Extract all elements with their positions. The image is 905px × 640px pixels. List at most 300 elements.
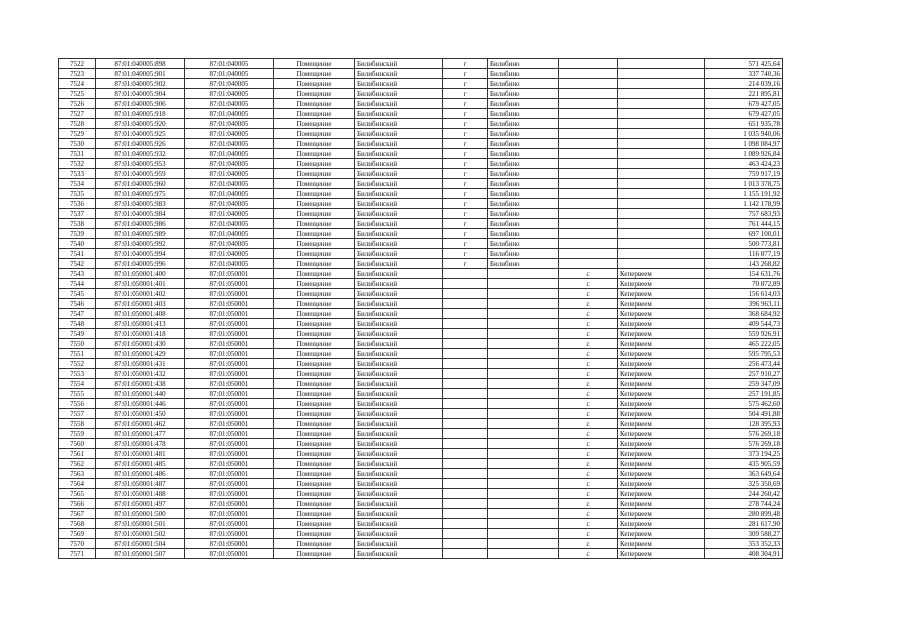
- cadastral-value-cell: 1 142 178,99: [705, 199, 783, 209]
- locality-type-cell: с: [559, 379, 618, 389]
- cadastral-block-cell: 87:01:040005: [185, 209, 274, 219]
- district-cell: Билибинский: [355, 439, 443, 449]
- table-row: [59, 269, 783, 279]
- row-number-cell: 7571: [59, 549, 96, 559]
- cadastral-number-cell: 87:01:050001:440: [96, 389, 185, 399]
- locality-type-cell: с: [559, 349, 618, 359]
- locality-name-cell: [618, 59, 705, 69]
- object-type-cell: Помещение: [274, 469, 355, 479]
- table-row: [59, 69, 783, 79]
- settlement-type-cell: г: [443, 149, 488, 159]
- table-row: [59, 449, 783, 459]
- row-number-cell: 7566: [59, 499, 96, 509]
- locality-type-cell: с: [559, 509, 618, 519]
- cadastral-block-cell: 87:01:050001: [185, 349, 274, 359]
- locality-name-cell: [618, 119, 705, 129]
- settlement-name-cell: [488, 419, 559, 429]
- locality-type-cell: с: [559, 329, 618, 339]
- table-row: [59, 239, 783, 249]
- locality-type-cell: с: [559, 279, 618, 289]
- cadastral-number-cell: 87:01:040005:983: [96, 199, 185, 209]
- cadastral-value-cell: 1 155 191,92: [705, 189, 783, 199]
- table-row: [59, 479, 783, 489]
- table-row: [59, 349, 783, 359]
- object-type-cell: Помещение: [274, 489, 355, 499]
- locality-type-cell: с: [559, 309, 618, 319]
- settlement-type-cell: [443, 279, 488, 289]
- object-type-cell: Помещение: [274, 269, 355, 279]
- locality-name-cell: [618, 129, 705, 139]
- settlement-name-cell: [488, 469, 559, 479]
- object-type-cell: Помещение: [274, 299, 355, 309]
- locality-type-cell: [559, 99, 618, 109]
- cadastral-value-cell: 257 910,27: [705, 369, 783, 379]
- cadastral-value-cell: 679 427,05: [705, 109, 783, 119]
- table-row: [59, 59, 783, 69]
- settlement-name-cell: Билибино: [488, 99, 559, 109]
- table-row: [59, 319, 783, 329]
- locality-type-cell: [559, 169, 618, 179]
- settlement-name-cell: [488, 359, 559, 369]
- cadastral-value-cell: 1 035 940,06: [705, 129, 783, 139]
- cadastral-block-cell: 87:01:040005: [185, 229, 274, 239]
- row-number-cell: 7562: [59, 459, 96, 469]
- cadastral-block-cell: 87:01:050001: [185, 459, 274, 469]
- cadastral-number-cell: 87:01:050001:504: [96, 539, 185, 549]
- locality-name-cell: Кепервеем: [618, 419, 705, 429]
- row-number-cell: 7535: [59, 189, 96, 199]
- row-number-cell: 7530: [59, 139, 96, 149]
- object-type-cell: Помещение: [274, 399, 355, 409]
- cadastral-block-cell: 87:01:040005: [185, 249, 274, 259]
- locality-type-cell: с: [559, 529, 618, 539]
- table-row: [59, 439, 783, 449]
- cadastral-number-cell: 87:01:040005:959: [96, 169, 185, 179]
- cadastral-number-cell: 87:01:040005:986: [96, 219, 185, 229]
- object-type-cell: Помещение: [274, 309, 355, 319]
- cadastral-number-cell: 87:01:050001:486: [96, 469, 185, 479]
- settlement-type-cell: [443, 499, 488, 509]
- district-cell: Билибинский: [355, 79, 443, 89]
- cadastral-number-cell: 87:01:040005:906: [96, 99, 185, 109]
- row-number-cell: 7537: [59, 209, 96, 219]
- settlement-name-cell: Билибино: [488, 179, 559, 189]
- locality-name-cell: [618, 219, 705, 229]
- cadastral-block-cell: 87:01:050001: [185, 329, 274, 339]
- object-type-cell: Помещение: [274, 119, 355, 129]
- cadastral-value-cell: 759 917,19: [705, 169, 783, 179]
- cadastral-number-cell: 87:01:050001:507: [96, 549, 185, 559]
- locality-name-cell: Кепервеем: [618, 489, 705, 499]
- settlement-name-cell: [488, 369, 559, 379]
- locality-name-cell: Кепервеем: [618, 519, 705, 529]
- locality-name-cell: [618, 209, 705, 219]
- cadastral-value-cell: 256 473,44: [705, 359, 783, 369]
- district-cell: Билибинский: [355, 489, 443, 499]
- locality-name-cell: Кепервеем: [618, 309, 705, 319]
- table-row: [59, 359, 783, 369]
- settlement-type-cell: г: [443, 109, 488, 119]
- cadastral-block-cell: 87:01:050001: [185, 549, 274, 559]
- settlement-type-cell: г: [443, 119, 488, 129]
- district-cell: Билибинский: [355, 409, 443, 419]
- row-number-cell: 7536: [59, 199, 96, 209]
- settlement-type-cell: [443, 549, 488, 559]
- cadastral-value-cell: 504 491,88: [705, 409, 783, 419]
- table-row: [59, 509, 783, 519]
- settlement-name-cell: [488, 549, 559, 559]
- district-cell: Билибинский: [355, 339, 443, 349]
- district-cell: Билибинский: [355, 509, 443, 519]
- cadastral-value-cell: 309 588,27: [705, 529, 783, 539]
- object-type-cell: Помещение: [274, 459, 355, 469]
- cadastral-number-cell: 87:01:050001:402: [96, 289, 185, 299]
- district-cell: Билибинский: [355, 519, 443, 529]
- settlement-name-cell: Билибино: [488, 89, 559, 99]
- row-number-cell: 7564: [59, 479, 96, 489]
- district-cell: Билибинский: [355, 359, 443, 369]
- table-row: [59, 519, 783, 529]
- object-type-cell: Помещение: [274, 59, 355, 69]
- cadastral-number-cell: 87:01:050001:502: [96, 529, 185, 539]
- district-cell: Билибинский: [355, 139, 443, 149]
- locality-type-cell: [559, 69, 618, 79]
- district-cell: Билибинский: [355, 459, 443, 469]
- locality-name-cell: Кепервеем: [618, 339, 705, 349]
- table-body: [59, 59, 783, 559]
- cadastral-block-cell: 87:01:040005: [185, 79, 274, 89]
- settlement-name-cell: Билибино: [488, 59, 559, 69]
- cadastral-value-cell: 576 269,18: [705, 439, 783, 449]
- table-row: [59, 489, 783, 499]
- cadastral-value-cell: 280 899,48: [705, 509, 783, 519]
- settlement-name-cell: [488, 459, 559, 469]
- locality-type-cell: с: [559, 499, 618, 509]
- settlement-name-cell: Билибино: [488, 239, 559, 249]
- row-number-cell: 7567: [59, 509, 96, 519]
- locality-type-cell: [559, 179, 618, 189]
- settlement-name-cell: Билибино: [488, 169, 559, 179]
- row-number-cell: 7570: [59, 539, 96, 549]
- cadastral-value-cell: 571 425,64: [705, 59, 783, 69]
- settlement-name-cell: Билибино: [488, 109, 559, 119]
- cadastral-block-cell: 87:01:040005: [185, 189, 274, 199]
- settlement-type-cell: [443, 529, 488, 539]
- settlement-type-cell: г: [443, 169, 488, 179]
- locality-name-cell: [618, 249, 705, 259]
- cadastral-number-cell: 87:01:040005:898: [96, 59, 185, 69]
- object-type-cell: Помещение: [274, 159, 355, 169]
- locality-name-cell: Кепервеем: [618, 319, 705, 329]
- settlement-name-cell: Билибино: [488, 139, 559, 149]
- object-type-cell: Помещение: [274, 519, 355, 529]
- table-row: [59, 379, 783, 389]
- settlement-type-cell: [443, 469, 488, 479]
- object-type-cell: Помещение: [274, 139, 355, 149]
- cadastral-number-cell: 87:01:050001:488: [96, 489, 185, 499]
- row-number-cell: 7559: [59, 429, 96, 439]
- district-cell: Билибинский: [355, 289, 443, 299]
- object-type-cell: Помещение: [274, 209, 355, 219]
- object-type-cell: Помещение: [274, 499, 355, 509]
- cadastral-value-cell: 396 963,11: [705, 299, 783, 309]
- cadastral-block-cell: 87:01:040005: [185, 239, 274, 249]
- locality-type-cell: с: [559, 439, 618, 449]
- row-number-cell: 7550: [59, 339, 96, 349]
- settlement-type-cell: г: [443, 69, 488, 79]
- district-cell: Билибинский: [355, 259, 443, 269]
- locality-name-cell: [618, 239, 705, 249]
- row-number-cell: 7556: [59, 399, 96, 409]
- locality-name-cell: Кепервеем: [618, 379, 705, 389]
- object-type-cell: Помещение: [274, 109, 355, 119]
- cadastral-value-cell: 1 098 084,97: [705, 139, 783, 149]
- table-row: [59, 329, 783, 339]
- table-row: [59, 99, 783, 109]
- settlement-name-cell: [488, 499, 559, 509]
- cadastral-value-cell: 435 905,59: [705, 459, 783, 469]
- locality-name-cell: Кепервеем: [618, 289, 705, 299]
- settlement-type-cell: [443, 509, 488, 519]
- cadastral-value-table: [58, 58, 783, 559]
- settlement-name-cell: [488, 529, 559, 539]
- cadastral-number-cell: 87:01:040005:960: [96, 179, 185, 189]
- settlement-type-cell: [443, 539, 488, 549]
- locality-type-cell: [559, 129, 618, 139]
- cadastral-value-cell: 559 926,91: [705, 329, 783, 339]
- cadastral-block-cell: 87:01:050001: [185, 359, 274, 369]
- locality-name-cell: [618, 179, 705, 189]
- table-row: [59, 409, 783, 419]
- table-row: [59, 159, 783, 169]
- row-number-cell: 7552: [59, 359, 96, 369]
- cadastral-number-cell: 87:01:040005:975: [96, 189, 185, 199]
- cadastral-block-cell: 87:01:040005: [185, 109, 274, 119]
- district-cell: Билибинский: [355, 169, 443, 179]
- locality-type-cell: с: [559, 399, 618, 409]
- object-type-cell: Помещение: [274, 339, 355, 349]
- district-cell: Билибинский: [355, 419, 443, 429]
- object-type-cell: Помещение: [274, 259, 355, 269]
- object-type-cell: Помещение: [274, 249, 355, 259]
- row-number-cell: 7565: [59, 489, 96, 499]
- cadastral-number-cell: 87:01:050001:438: [96, 379, 185, 389]
- district-cell: Билибинский: [355, 329, 443, 339]
- settlement-type-cell: [443, 319, 488, 329]
- locality-type-cell: [559, 139, 618, 149]
- settlement-type-cell: [443, 399, 488, 409]
- row-number-cell: 7533: [59, 169, 96, 179]
- cadastral-block-cell: 87:01:040005: [185, 179, 274, 189]
- cadastral-value-cell: 697 100,01: [705, 229, 783, 239]
- cadastral-number-cell: 87:01:050001:401: [96, 279, 185, 289]
- settlement-name-cell: [488, 269, 559, 279]
- settlement-type-cell: [443, 369, 488, 379]
- cadastral-value-cell: 408 304,91: [705, 549, 783, 559]
- object-type-cell: Помещение: [274, 349, 355, 359]
- cadastral-number-cell: 87:01:050001:487: [96, 479, 185, 489]
- district-cell: Билибинский: [355, 479, 443, 489]
- cadastral-number-cell: 87:01:050001:497: [96, 499, 185, 509]
- locality-name-cell: Кепервеем: [618, 439, 705, 449]
- cadastral-value-cell: 278 744,24: [705, 499, 783, 509]
- district-cell: Билибинский: [355, 99, 443, 109]
- cadastral-block-cell: 87:01:040005: [185, 199, 274, 209]
- locality-name-cell: [618, 149, 705, 159]
- row-number-cell: 7544: [59, 279, 96, 289]
- settlement-name-cell: [488, 489, 559, 499]
- settlement-type-cell: г: [443, 209, 488, 219]
- cadastral-number-cell: 87:01:050001:450: [96, 409, 185, 419]
- locality-type-cell: [559, 199, 618, 209]
- table-row: [59, 79, 783, 89]
- cadastral-block-cell: 87:01:050001: [185, 489, 274, 499]
- cadastral-block-cell: 87:01:050001: [185, 509, 274, 519]
- settlement-type-cell: [443, 459, 488, 469]
- settlement-type-cell: [443, 359, 488, 369]
- row-number-cell: 7526: [59, 99, 96, 109]
- district-cell: Билибинский: [355, 499, 443, 509]
- cadastral-number-cell: 87:01:050001:462: [96, 419, 185, 429]
- settlement-name-cell: Билибино: [488, 199, 559, 209]
- settlement-type-cell: г: [443, 259, 488, 269]
- cadastral-block-cell: 87:01:040005: [185, 99, 274, 109]
- cadastral-number-cell: 87:01:050001:500: [96, 509, 185, 519]
- district-cell: Билибинский: [355, 189, 443, 199]
- row-number-cell: 7568: [59, 519, 96, 529]
- district-cell: Билибинский: [355, 349, 443, 359]
- cadastral-number-cell: 87:01:040005:904: [96, 89, 185, 99]
- locality-type-cell: [559, 219, 618, 229]
- locality-name-cell: Кепервеем: [618, 509, 705, 519]
- district-cell: Билибинский: [355, 239, 443, 249]
- object-type-cell: Помещение: [274, 319, 355, 329]
- settlement-type-cell: г: [443, 199, 488, 209]
- settlement-type-cell: г: [443, 179, 488, 189]
- cadastral-block-cell: 87:01:050001: [185, 269, 274, 279]
- settlement-type-cell: [443, 429, 488, 439]
- row-number-cell: 7561: [59, 449, 96, 459]
- cadastral-number-cell: 87:01:050001:413: [96, 319, 185, 329]
- settlement-type-cell: [443, 299, 488, 309]
- cadastral-block-cell: 87:01:040005: [185, 129, 274, 139]
- locality-name-cell: [618, 139, 705, 149]
- cadastral-value-cell: 337 740,36: [705, 69, 783, 79]
- cadastral-number-cell: 87:01:050001:481: [96, 449, 185, 459]
- cadastral-block-cell: 87:01:050001: [185, 399, 274, 409]
- settlement-type-cell: г: [443, 89, 488, 99]
- locality-name-cell: Кепервеем: [618, 459, 705, 469]
- cadastral-value-cell: 214 039,16: [705, 79, 783, 89]
- locality-name-cell: [618, 109, 705, 119]
- cadastral-block-cell: 87:01:040005: [185, 139, 274, 149]
- locality-name-cell: Кепервеем: [618, 349, 705, 359]
- row-number-cell: 7543: [59, 269, 96, 279]
- table-row: [59, 309, 783, 319]
- row-number-cell: 7547: [59, 309, 96, 319]
- object-type-cell: Помещение: [274, 89, 355, 99]
- settlement-type-cell: г: [443, 99, 488, 109]
- cadastral-block-cell: 87:01:050001: [185, 309, 274, 319]
- table-row: [59, 169, 783, 179]
- settlement-name-cell: [488, 349, 559, 359]
- district-cell: Билибинский: [355, 209, 443, 219]
- locality-name-cell: Кепервеем: [618, 409, 705, 419]
- locality-type-cell: [559, 259, 618, 269]
- cadastral-number-cell: 87:01:050001:430: [96, 339, 185, 349]
- settlement-name-cell: Билибино: [488, 119, 559, 129]
- district-cell: Билибинский: [355, 539, 443, 549]
- cadastral-block-cell: 87:01:050001: [185, 339, 274, 349]
- locality-name-cell: Кепервеем: [618, 389, 705, 399]
- settlement-name-cell: Билибино: [488, 259, 559, 269]
- cadastral-number-cell: 87:01:050001:431: [96, 359, 185, 369]
- settlement-type-cell: [443, 419, 488, 429]
- table-row: [59, 369, 783, 379]
- settlement-type-cell: [443, 289, 488, 299]
- locality-name-cell: Кепервеем: [618, 499, 705, 509]
- row-number-cell: 7529: [59, 129, 96, 139]
- cadastral-block-cell: 87:01:040005: [185, 69, 274, 79]
- table-row: [59, 469, 783, 479]
- settlement-name-cell: Билибино: [488, 189, 559, 199]
- locality-name-cell: Кепервеем: [618, 359, 705, 369]
- cadastral-value-cell: 363 649,64: [705, 469, 783, 479]
- locality-type-cell: с: [559, 289, 618, 299]
- locality-type-cell: [559, 59, 618, 69]
- settlement-name-cell: [488, 309, 559, 319]
- locality-type-cell: с: [559, 419, 618, 429]
- table-row: [59, 249, 783, 259]
- district-cell: Билибинский: [355, 229, 443, 239]
- settlement-type-cell: [443, 349, 488, 359]
- cadastral-value-cell: 575 462,60: [705, 399, 783, 409]
- object-type-cell: Помещение: [274, 229, 355, 239]
- locality-name-cell: [618, 199, 705, 209]
- locality-type-cell: с: [559, 479, 618, 489]
- settlement-name-cell: Билибино: [488, 79, 559, 89]
- table-row: [59, 549, 783, 559]
- table-row: [59, 199, 783, 209]
- settlement-name-cell: [488, 479, 559, 489]
- cadastral-value-cell: 221 895,81: [705, 89, 783, 99]
- table-row: [59, 459, 783, 469]
- settlement-type-cell: г: [443, 229, 488, 239]
- cadastral-value-cell: 1 013 378,75: [705, 179, 783, 189]
- cadastral-block-cell: 87:01:040005: [185, 169, 274, 179]
- settlement-type-cell: [443, 439, 488, 449]
- table-row: [59, 259, 783, 269]
- settlement-name-cell: [488, 449, 559, 459]
- cadastral-value-cell: 143 268,82: [705, 259, 783, 269]
- locality-name-cell: Кепервеем: [618, 449, 705, 459]
- cadastral-value-cell: 679 427,05: [705, 99, 783, 109]
- cadastral-block-cell: 87:01:050001: [185, 519, 274, 529]
- table-row: [59, 279, 783, 289]
- locality-type-cell: [559, 109, 618, 119]
- table-row: [59, 109, 783, 119]
- cadastral-value-cell: 259 347,09: [705, 379, 783, 389]
- locality-type-cell: с: [559, 469, 618, 479]
- object-type-cell: Помещение: [274, 279, 355, 289]
- cadastral-block-cell: 87:01:050001: [185, 379, 274, 389]
- settlement-type-cell: [443, 489, 488, 499]
- district-cell: Билибинский: [355, 399, 443, 409]
- cadastral-block-cell: 87:01:050001: [185, 429, 274, 439]
- row-number-cell: 7555: [59, 389, 96, 399]
- cadastral-number-cell: 87:01:050001:418: [96, 329, 185, 339]
- row-number-cell: 7560: [59, 439, 96, 449]
